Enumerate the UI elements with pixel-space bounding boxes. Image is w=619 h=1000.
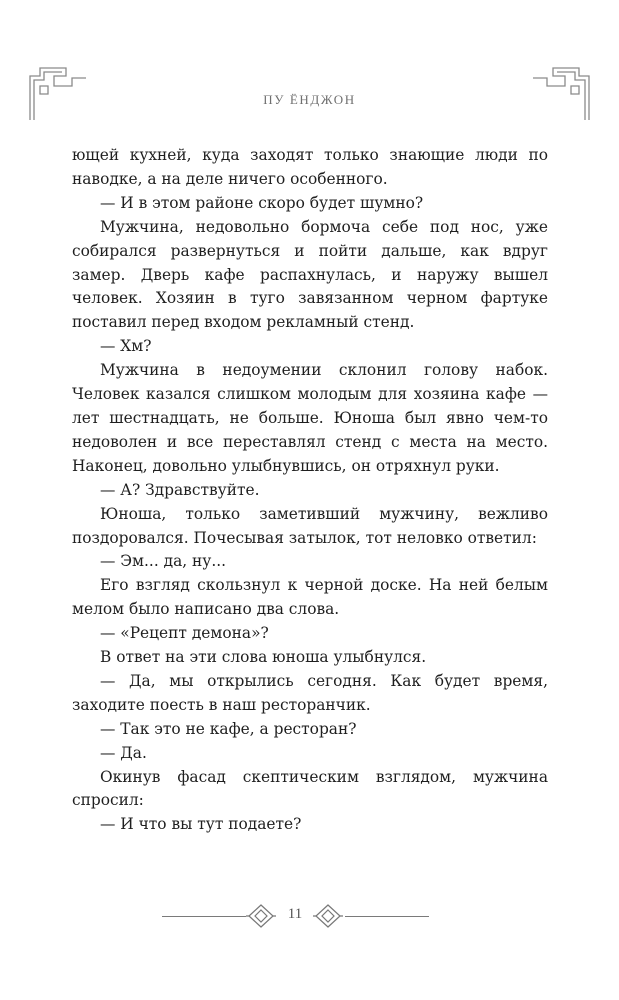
body-text — [72, 144, 548, 837]
paragraph: Мужчина, недовольно бормоча себе под нос, уже собирался развернуться и пойти дальше, как вдруг замер. Дверь кафе распахнулась, и наружу вышел человек. Хозяин в туго завязанном черном фартуке поставил перед входом рекламный стенд. — [72, 217, 548, 332]
paragraph: — Эм... да, ну... — [100, 552, 227, 571]
footer-right-ornament-icon — [313, 903, 343, 929]
paragraph: В ответ на эти слова юноша улыбнулся. — [100, 648, 427, 667]
paragraph: Юноша, только заметивший мужчину, вежливо поздоровался. Почесывая затылок, тот неловко ответил: — [72, 504, 548, 547]
paragraph: — И в этом районе скоро будет шумно? — [100, 193, 424, 212]
page-number: 11 — [287, 906, 303, 922]
paragraph: — Да. — [100, 743, 147, 762]
footer-right-rule — [345, 916, 429, 917]
running-head: ПУ ЁНДЖОН — [263, 92, 356, 107]
paragraph: — Хм? — [100, 337, 152, 356]
footer-left-rule — [162, 916, 246, 917]
header-right-ornament-icon — [531, 64, 591, 122]
paragraph: — «Рецепт демона»? — [100, 624, 269, 643]
paragraph: Его взгляд скользнул к черной доске. На ней белым мелом было написано два слова. — [72, 576, 548, 619]
paragraph: Мужчина в недоумении склонил голову набок. Человек казался слишком молодым для хозяина кафе — лет шестнадцать, не больше. Юноша был явно чем-то недоволен и все переставлял стенд с места на место. Наконец, довольно улыбнувшись, он отряхнул руки. — [72, 361, 548, 475]
paragraph: Окинув фасад скептическим взглядом, мужчина спросил: — [72, 767, 548, 810]
paragraph: — Так это не кафе, а ресторан? — [100, 719, 357, 738]
paragraph: — Да, мы открылись сегодня. Как будет время, заходите поесть в наш ресторанчик. — [72, 671, 548, 714]
paragraph: ющей кухней, куда заходят только знающие люди по наводке, а на деле ничего особенного. — [72, 146, 548, 188]
footer-left-ornament-icon — [246, 903, 276, 929]
paragraph: — А? Здравствуйте. — [100, 480, 260, 499]
paragraph: — И что вы тут подаете? — [100, 815, 302, 834]
